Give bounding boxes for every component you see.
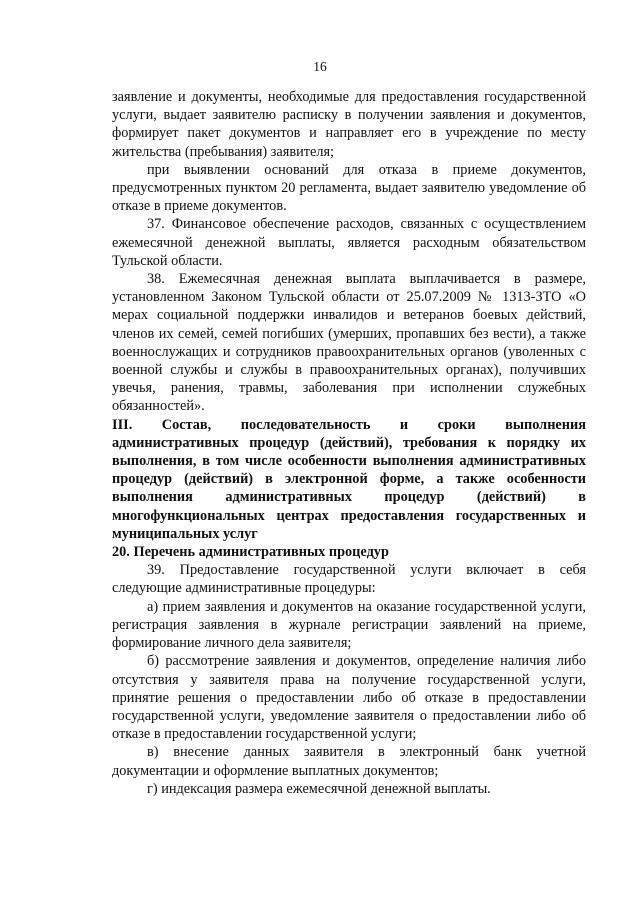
paragraph-38: 38. Ежемесячная денежная выплата выплачивается в размере, установленном Законом Тульской области от 25.07.2009 № 1313-ЗТО «О мерах социальной поддержки инвалидов и ветеранов боевых действий, членов их семей, семей погибших (умерших, пропавших без вести), а также военнослужащих и сотрудников правоохранительных органов (уволенных с военной службы и службы в правоохранительных органах), получивших увечья, ранения, травмы, заболевания при исполнении служебных обязанностей».: [112, 271, 586, 415]
section-heading: III. Состав, последовательность и сроки выполнения административных процедур (действий), требования к порядку их выполнения, в том числе особенности выполнения административных процедур (действий) в электронной форме, а также особенности выполнения административных процедур (действий) в многофункциональных центрах предоставления государственных и муниципальных услуг: [112, 416, 586, 542]
subsection-heading: 20. Перечень административных процедур: [112, 544, 389, 561]
page-number: 16: [313, 59, 327, 74]
paragraph-39: 39. Предоставление государственной услуги включает в себя следующие административные процедуры:: [112, 562, 586, 597]
document-body: [112, 88, 586, 798]
paragraph: при выявлении оснований для отказа в приеме документов, предусмотренных пунктом 20 регламента, выдает заявителю уведомление об отказе в приеме документов.: [112, 161, 586, 215]
list-item-g: г) индексация размера ежемесячной денежной выплаты.: [147, 780, 491, 797]
paragraph: заявление и документы, необходимые для предоставления государственной услуги, выдает заявителю расписку в получении заявления и документов, формирует пакет документов и направляет его в учреждение по месту жительства (пребывания) заявителя;: [112, 89, 586, 160]
list-item-a: а) прием заявления и документов на оказание государственной услуги, регистрация заявления в журнале регистрации заявлений на приеме, формирование личного дела заявителя;: [112, 598, 586, 652]
list-item-v: в) внесение данных заявителя в электронный банк учетной документации и оформление выплатных документов;: [112, 744, 586, 779]
paragraph-37: 37. Финансовое обеспечение расходов, связанных с осуществлением ежемесячной денежной выплаты, является расходным обязательством Тульской области.: [112, 216, 586, 269]
list-item-b: б) рассмотрение заявления и документов, определение наличия либо отсутствия у заявителя права на получение государственной услуги, принятие решения о предоставлении либо об отказе в предоставлении государственной услуги, уведомление заявителя о предоставлении либо об отказе в предоставлении государственной услуги;: [112, 653, 586, 743]
